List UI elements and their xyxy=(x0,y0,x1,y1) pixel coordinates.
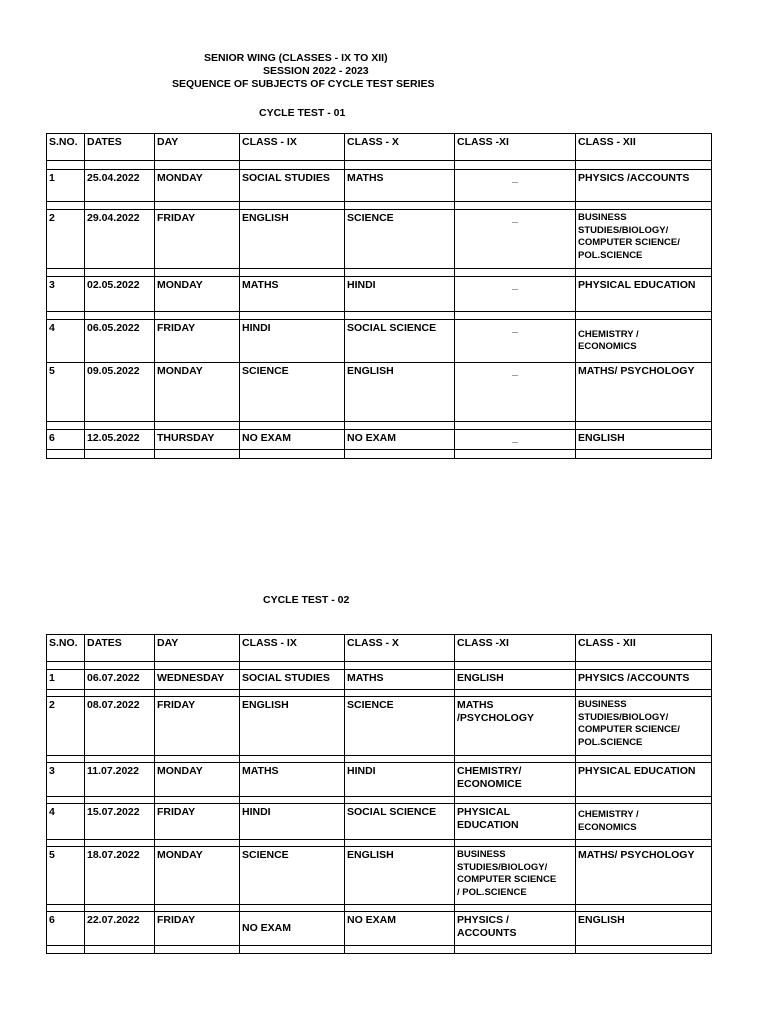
cell-sno: 5 xyxy=(47,847,85,905)
cell-sno: 1 xyxy=(47,170,85,202)
cell-class-xii: PHYSICS /ACCOUNTS xyxy=(576,670,712,690)
cell-line: POL.SCIENCE xyxy=(578,249,643,261)
table-row xyxy=(47,912,712,946)
cell-day: MONDAY xyxy=(155,763,240,797)
cell-class-ix: HINDI xyxy=(240,320,345,363)
cell-class-x: MATHS xyxy=(345,670,455,690)
cell-date: 08.07.2022 xyxy=(85,697,155,756)
cell-class-ix: NO EXAM xyxy=(240,430,345,450)
cell-line: STUDIES/BIOLOGY/ xyxy=(578,711,669,723)
cell-line: POL.SCIENCE xyxy=(578,736,643,748)
cell-sno: 6 xyxy=(47,430,85,450)
cell-class-ix: SOCIAL STUDIES xyxy=(240,170,345,202)
col-header: CLASS -XI xyxy=(455,635,576,662)
cell-date: 12.05.2022 xyxy=(85,430,155,450)
cell-class-xii: PHYSICAL EDUCATION xyxy=(576,763,712,797)
cell-day: MONDAY xyxy=(155,847,240,905)
cell-line: ECONOMICS xyxy=(578,341,637,352)
cell-class-x: NO EXAM xyxy=(345,912,455,946)
cell-class-xii: ENGLISH xyxy=(576,430,712,450)
cell-date: 11.07.2022 xyxy=(85,763,155,797)
col-header: CLASS - X xyxy=(345,635,455,662)
cell-day: FRIDAY xyxy=(155,210,240,269)
header-line-1: SENIOR WING (CLASSES - IX TO XII) xyxy=(204,52,388,64)
cycle-test-01-title: CYCLE TEST - 01 xyxy=(259,107,346,119)
cell-class-ix: MATHS xyxy=(240,763,345,797)
cell-line: PHYSICAL xyxy=(457,806,511,818)
cell-class-x: NO EXAM xyxy=(345,430,455,450)
cell-class-xii: PHYSICS /ACCOUNTS xyxy=(576,170,712,202)
cell-sno: 4 xyxy=(47,804,85,840)
cell-class-xii: ENGLISH xyxy=(576,912,712,946)
col-header: DAY xyxy=(155,635,240,662)
cell-day: MONDAY xyxy=(155,363,240,422)
col-header: CLASS - IX xyxy=(240,134,345,161)
cell-class-xi: _ xyxy=(455,277,576,312)
cycle-test-01-table xyxy=(46,133,712,459)
cell-line: BUSINESS xyxy=(578,699,627,710)
cell-line: STUDIES/BIOLOGY/ xyxy=(578,224,669,236)
cell-sno: 5 xyxy=(47,363,85,422)
col-header: CLASS - XII xyxy=(576,134,712,161)
cell-date: 22.07.2022 xyxy=(85,912,155,946)
cell-class-xi: ENGLISH xyxy=(455,670,576,690)
table-row xyxy=(47,670,712,690)
cell-class-xi xyxy=(455,697,576,756)
header-line-3: SEQUENCE OF SUBJECTS OF CYCLE TEST SERIES xyxy=(172,78,435,90)
cell-class-xi xyxy=(455,847,576,905)
col-header: DATES xyxy=(85,635,155,662)
table-row xyxy=(47,847,712,905)
table-header-row xyxy=(47,134,712,161)
cell-sno: 3 xyxy=(47,763,85,797)
cell-line: COMPUTER SCIENCE/ xyxy=(578,724,680,735)
cell-class-xii: PHYSICAL EDUCATION xyxy=(576,277,712,312)
cell-sno: 3 xyxy=(47,277,85,312)
cell-class-xii xyxy=(576,320,712,363)
cell-class-x: MATHS xyxy=(345,170,455,202)
cell-day: FRIDAY xyxy=(155,320,240,363)
cell-date: 06.05.2022 xyxy=(85,320,155,363)
table-row xyxy=(47,363,712,422)
cell-class-ix: SCIENCE xyxy=(240,847,345,905)
cell-date: 02.05.2022 xyxy=(85,277,155,312)
col-header: S.NO. xyxy=(47,635,85,662)
cell-day: WEDNESDAY xyxy=(155,670,240,690)
cell-sno: 2 xyxy=(47,697,85,756)
cell-class-xi xyxy=(455,763,576,797)
cell-class-ix: ENGLISH xyxy=(240,697,345,756)
cell-sno: 6 xyxy=(47,912,85,946)
cell-class-ix: MATHS xyxy=(240,277,345,312)
cell-day: FRIDAY xyxy=(155,697,240,756)
cell-class-xi: _ xyxy=(455,320,576,363)
cell-class-xi: _ xyxy=(455,210,576,269)
cell-class-xii xyxy=(576,697,712,756)
cell-class-x: ENGLISH xyxy=(345,363,455,422)
cell-line: PHYSICS / xyxy=(457,914,509,926)
cell-day: MONDAY xyxy=(155,170,240,202)
col-header: S.NO. xyxy=(47,134,85,161)
cell-line: MATHS xyxy=(457,699,494,711)
cell-line: CHEMISTRY / xyxy=(578,809,639,820)
header-line-2: SESSION 2022 - 2023 xyxy=(263,65,369,77)
cell-date: 29.04.2022 xyxy=(85,210,155,269)
cell-class-xi: _ xyxy=(455,170,576,202)
col-header: DATES xyxy=(85,134,155,161)
cell-line: STUDIES/BIOLOGY/ xyxy=(457,861,548,873)
col-header: CLASS - IX xyxy=(240,635,345,662)
cell-class-xii: MATHS/ PSYCHOLOGY xyxy=(576,363,712,422)
table-row xyxy=(47,763,712,797)
cell-day: THURSDAY xyxy=(155,430,240,450)
col-header: CLASS - X xyxy=(345,134,455,161)
cell-day: FRIDAY xyxy=(155,912,240,946)
cell-line: / POL.SCIENCE xyxy=(457,886,527,898)
cell-class-x: ENGLISH xyxy=(345,847,455,905)
table-row xyxy=(47,697,712,756)
cell-class-xii: MATHS/ PSYCHOLOGY xyxy=(576,847,712,905)
cell-class-xi xyxy=(455,912,576,946)
cell-class-xi: _ xyxy=(455,430,576,450)
table-row xyxy=(47,320,712,363)
cell-sno: 1 xyxy=(47,670,85,690)
table-header-row xyxy=(47,635,712,662)
cell-date: 18.07.2022 xyxy=(85,847,155,905)
cell-class-ix: ENGLISH xyxy=(240,210,345,269)
cell-line: COMPUTER SCIENCE/ xyxy=(578,237,680,248)
cell-class-x: SCIENCE xyxy=(345,210,455,269)
cell-class-xi xyxy=(455,804,576,840)
cell-class-ix: NO EXAM xyxy=(240,912,345,946)
cell-date: 09.05.2022 xyxy=(85,363,155,422)
cell-line: /PSYCHOLOGY xyxy=(457,712,535,724)
cell-sno: 4 xyxy=(47,320,85,363)
cycle-test-02-table xyxy=(46,634,712,954)
cell-class-x: HINDI xyxy=(345,763,455,797)
cell-day: MONDAY xyxy=(155,277,240,312)
cell-class-ix: SOCIAL STUDIES xyxy=(240,670,345,690)
col-header: CLASS - XII xyxy=(576,635,712,662)
cell-class-x: SOCIAL SCIENCE xyxy=(345,804,455,840)
cell-class-xii xyxy=(576,804,712,840)
cell-line: ACCOUNTS xyxy=(457,927,517,939)
cell-class-ix: HINDI xyxy=(240,804,345,840)
table-row xyxy=(47,210,712,269)
cell-line: BUSINESS xyxy=(457,849,506,860)
cell-line: BUSINESS xyxy=(578,212,627,223)
cell-date: 15.07.2022 xyxy=(85,804,155,840)
col-header: CLASS -XI xyxy=(455,134,576,161)
cell-day: FRIDAY xyxy=(155,804,240,840)
cell-line: EDUCATION xyxy=(457,819,519,831)
cell-class-x: SCIENCE xyxy=(345,697,455,756)
cycle-test-02-title: CYCLE TEST - 02 xyxy=(263,594,350,606)
table-row xyxy=(47,430,712,450)
cell-line: ECONOMICE xyxy=(457,778,522,790)
cell-class-x: SOCIAL SCIENCE xyxy=(345,320,455,363)
cell-class-x: HINDI xyxy=(345,277,455,312)
cell-class-xii xyxy=(576,210,712,269)
cell-sno: 2 xyxy=(47,210,85,269)
cell-date: 06.07.2022 xyxy=(85,670,155,690)
table-row xyxy=(47,277,712,312)
col-header: DAY xyxy=(155,134,240,161)
cell-date: 25.04.2022 xyxy=(85,170,155,202)
cell-class-xi: _ xyxy=(455,363,576,422)
table-row xyxy=(47,170,712,202)
cell-line: CHEMISTRY/ xyxy=(457,765,522,777)
table-row xyxy=(47,804,712,840)
cell-line: CHEMISTRY / xyxy=(578,328,639,340)
cell-class-ix: SCIENCE xyxy=(240,363,345,422)
cell-line: COMPUTER SCIENCE xyxy=(457,874,557,885)
cell-line: ECONOMICS xyxy=(578,821,637,833)
